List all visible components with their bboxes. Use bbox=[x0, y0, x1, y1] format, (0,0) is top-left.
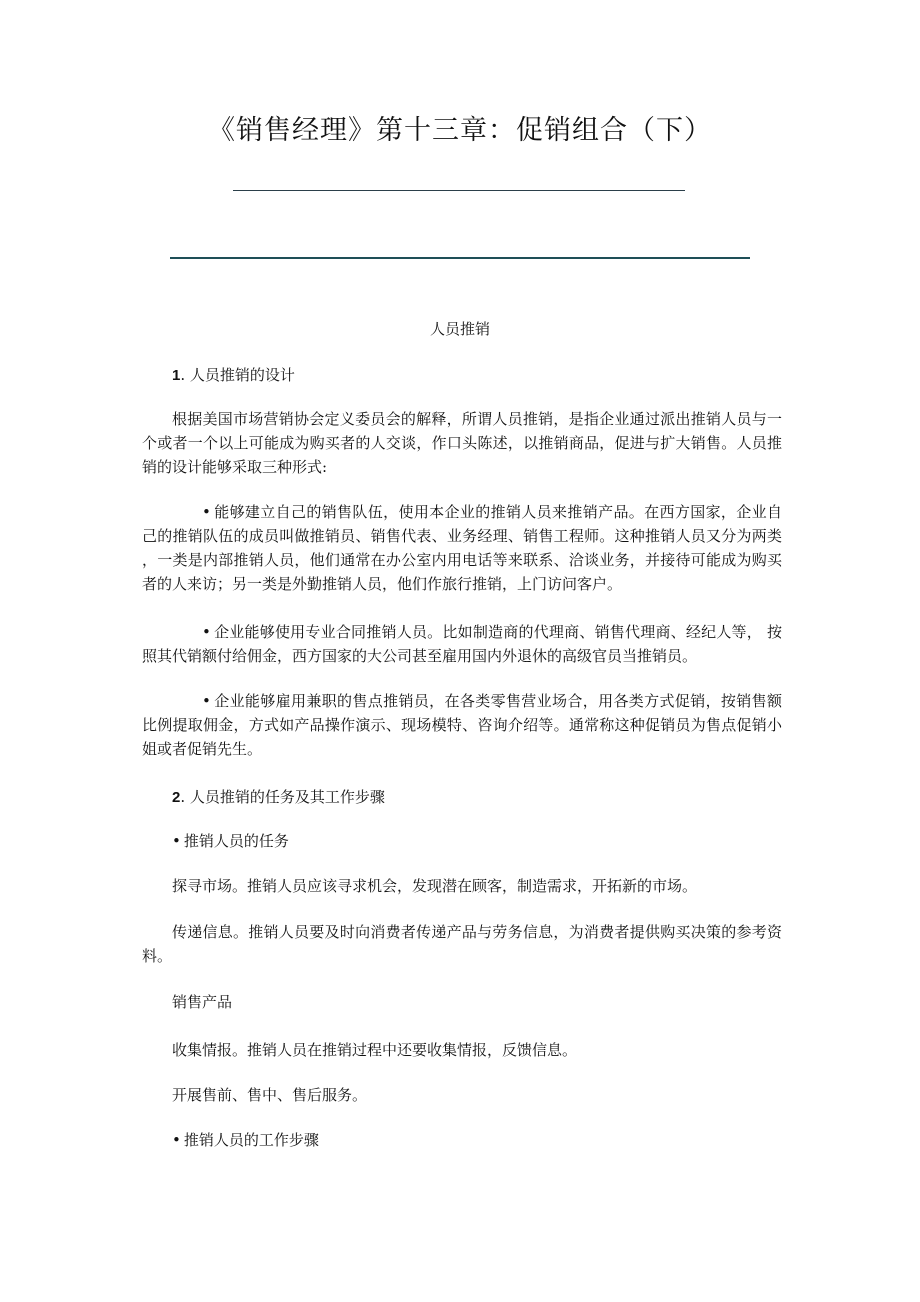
task-paragraph-2: 传递信息。推销人员要及时向消费者传递产品与劳务信息，为消费者提供购买决策的参考资料。 bbox=[142, 923, 782, 965]
tasks-subheading-text: 推销人员的任务 bbox=[183, 832, 289, 850]
bullet-paragraph-3 bbox=[142, 689, 782, 761]
task-paragraph-4: 收集情报。推销人员在推销过程中还要收集情报，反馈信息。 bbox=[172, 1041, 578, 1059]
bullet-icon: • bbox=[172, 832, 181, 850]
bullet-paragraph-1 bbox=[142, 500, 782, 596]
bullet-paragraph-1-text: 能够建立自己的销售队伍，使用本企业的推销人员来推销产品。在西方国家，企业自己的推销队伍的成员叫做推销员、销售代表、业务经理、销售工程师。这种推销人员又分为两类 ，一类是内部推销人员，他们通常在办公室内用电话等来联系、洽谈业务，并接待可能成为购买者的人来访；另一类是外勤推销人员，他们作旅行推销，上门访问客户。 bbox=[142, 503, 782, 593]
bullet-icon: • bbox=[202, 692, 211, 710]
tasks-subheading bbox=[172, 829, 289, 853]
section-1-heading bbox=[172, 363, 295, 388]
bullet-paragraph-2 bbox=[142, 620, 782, 668]
section-2-heading bbox=[172, 785, 385, 810]
bullet-icon: • bbox=[202, 503, 211, 521]
document-title: 《销售经理》第十三章：促销组合（下） bbox=[208, 115, 712, 146]
section-1-intro-paragraph: 根据美国市场营销协会定义委员会的解释，所谓人员推销，是指企业通过派出推销人员与一个或者一个以上可能成为购买者的人交谈，作口头陈述，以推销商品，促进与扩大销售。人员推销的设计能够采取三种形式: bbox=[142, 410, 782, 476]
section-1-heading-text: . 人员推销的设计 bbox=[180, 366, 295, 384]
bullet-icon: • bbox=[202, 623, 211, 641]
title-divider-thick bbox=[170, 257, 750, 259]
task-paragraph-5: 开展售前、售中、售后服务。 bbox=[172, 1086, 368, 1104]
bullet-paragraph-3-text: 企业能够雇用兼职的售点推销员，在各类零售营业场合，用各类方式促销，按销售额比例提取佣金，方式如产品操作演示、现场模特、咨询介绍等。通常称这种促销员为售点促销小姐或者促销先生。 bbox=[142, 692, 782, 758]
section-2-heading-text: . 人员推销的任务及其工作步骤 bbox=[180, 788, 385, 806]
section-2-number: 2 bbox=[172, 789, 181, 806]
steps-subheading bbox=[172, 1128, 319, 1152]
bullet-icon: • bbox=[172, 1131, 181, 1149]
task-paragraph-1: 探寻市场。推销人员应该寻求机会，发现潜在顾客，制造需求，开拓新的市场。 bbox=[172, 877, 698, 895]
section-1-number: 1 bbox=[172, 367, 181, 384]
task-paragraph-3: 销售产品 bbox=[172, 993, 233, 1011]
title-divider-thin bbox=[233, 190, 685, 191]
bullet-paragraph-2-text: 企业能够使用专业合同推销人员。比如制造商的代理商、销售代理商、经纪人等， 按照其代销额付给佣金，西方国家的大公司甚至雇用国内外退休的高级官员当推销员。 bbox=[142, 623, 782, 665]
section-title: 人员推销 bbox=[429, 320, 490, 338]
steps-subheading-text: 推销人员的工作步骤 bbox=[183, 1131, 319, 1149]
